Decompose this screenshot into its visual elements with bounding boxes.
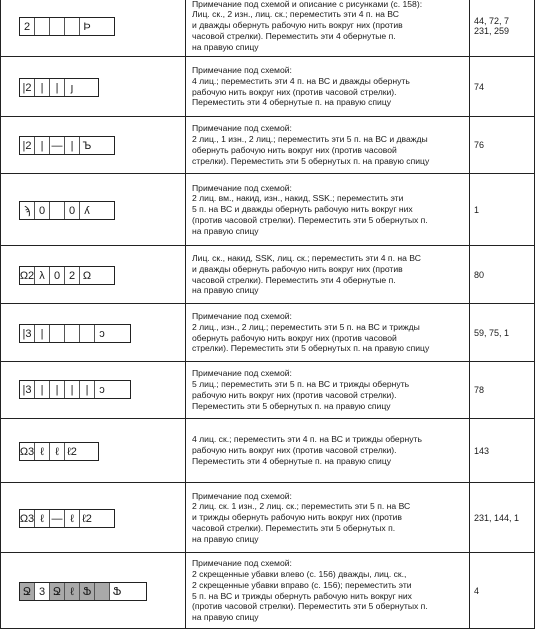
page-refs: 231, 144, 1 (470, 483, 535, 553)
chart-cell: 0 (35, 202, 50, 219)
instruction-line: часовой стрелки). Переместить эти 5 обернутых п. (192, 522, 396, 533)
chart-cell: 2 (65, 267, 80, 284)
chart-cell: | (35, 137, 50, 154)
page-refs: 76 (470, 117, 535, 174)
stitch-chart-symbol (19, 324, 131, 343)
chart-cell (95, 583, 110, 600)
instruction-line: Лиц. ск., накид, SSK, лиц. ск.; переместить эти 4 п. на ВС (192, 252, 421, 263)
chart-cell: 3 (35, 583, 50, 600)
stitch-chart-symbol (19, 136, 115, 155)
chart-cell: | (35, 381, 50, 398)
chart-cell: | (65, 381, 80, 398)
chart-cell (50, 202, 65, 219)
instruction-line: и дважды обернуть рабочую нить вокруг них (против (192, 263, 403, 274)
instruction-line: Лиц. ск., 2 изн., лиц. ск.; переместить эти 4 п. на ВС (192, 9, 399, 20)
chart-cell: ℓ (65, 510, 80, 527)
table-row (1, 483, 535, 553)
chart-symbol-cell (1, 174, 186, 246)
table-row (1, 57, 535, 117)
instruction-line: 2 лиц., 1 изн., 2 лиц.; переместить эти 5 п. на ВС и дважды (192, 134, 428, 145)
chart-cell (50, 325, 65, 342)
chart-cell: Ֆ (112, 586, 122, 598)
instruction-line: (против часовой стрелки). Переместить эти 5 обернутых п. (192, 601, 428, 612)
instruction-line: рабочую нить вокруг них (против часовой стрелки). (192, 390, 397, 400)
instruction-line: 2 скрещенные убавки влево (с. 156) дважды, лиц. ск., (192, 568, 407, 579)
instruction-text (186, 57, 470, 117)
instruction-line: на правую спицу (192, 612, 259, 623)
chart-cell: ȷ (70, 81, 74, 94)
chart-cell: Ω (82, 269, 92, 282)
instruction-line: и дважды обернуть рабочую нить вокруг них (против (192, 20, 403, 31)
instruction-text (186, 117, 470, 174)
chart-cell: ℓ (35, 510, 50, 527)
chart-symbol-cell (1, 362, 186, 419)
page-refs: 78 (470, 362, 535, 419)
instruction-text (186, 419, 470, 483)
chart-cell (80, 325, 95, 342)
chart-cell: | (65, 137, 80, 154)
chart-cell: ʎ (84, 204, 90, 217)
instruction-line: стрелки). Переместить эти 5 обернутых п. на правую спицу (192, 155, 430, 166)
chart-symbol-cell (1, 304, 186, 362)
stitch-chart-symbol (19, 17, 115, 36)
instruction-line: Примечание под схемой: (192, 64, 292, 75)
table-row (1, 304, 535, 362)
chart-symbol-cell (1, 57, 186, 117)
instruction-line: Переместить эти 4 обернутые п. на правую спицу (192, 455, 392, 466)
page-refs: 74 (470, 57, 535, 117)
instruction-text (186, 174, 470, 246)
chart-cell: Ϸ (83, 20, 91, 33)
table-row (1, 553, 535, 629)
chart-cell: Ջ (50, 583, 65, 600)
instruction-text (186, 0, 470, 57)
chart-symbol-cell (1, 246, 186, 304)
chart-cell: Ω3 (20, 510, 35, 527)
instruction-line: и трижды обернуть рабочую нить вокруг них (против (192, 512, 402, 523)
instruction-line: 4 лиц.; переместить эти 4 п. на ВС и дважды обернуть (192, 75, 410, 86)
chart-cell: |3 (20, 325, 35, 342)
instruction-line: 5 лиц.; переместить эти 5 п. на ВС и трижды обернуть (192, 379, 410, 390)
instruction-text (186, 304, 470, 362)
instruction-line: 2 лиц. ск. 1 изн., 2 лиц. ск.; переместить эти 5 п. на ВС (192, 501, 411, 512)
instruction-line: обернуть рабочую нить вокруг них (против часовой (192, 332, 397, 343)
instruction-line: Примечание под схемой и описание с рисунками (с. 158): (192, 0, 423, 9)
chart-symbol-cell (1, 553, 186, 629)
chart-cell: | (80, 381, 95, 398)
instruction-line: Переместить эти 4 обернутые п. на правую спицу (192, 97, 392, 108)
instruction-text (186, 362, 470, 419)
instruction-line: стрелки). Переместить эти 5 обернутых п. на правую спицу (192, 343, 430, 354)
instruction-line: часовой стрелки). Переместить эти 4 обернутые п. (192, 274, 396, 285)
page-refs: 59, 75, 1 (470, 304, 535, 362)
chart-cell: — (50, 137, 65, 154)
instruction-line: Примечание под схемой: (192, 558, 292, 569)
instruction-line: рабочую нить вокруг них (против часовой стрелки). (192, 86, 397, 97)
instruction-line: на правую спицу (192, 533, 259, 544)
table-row (1, 117, 535, 174)
chart-symbol-cell (1, 483, 186, 553)
instruction-line: Примечание под схемой: (192, 123, 292, 134)
chart-cell: |2 (20, 137, 35, 154)
instruction-line: Примечание под схемой: (192, 310, 292, 321)
instruction-line: часовой стрелки). Переместить эти 4 обернутые п. (192, 30, 396, 41)
instruction-line: 2 лиц. вм., накид, изн., накид, SSK.; переместить эти (192, 193, 404, 204)
chart-cell: Ω2 (20, 267, 35, 284)
chart-symbol-cell (1, 117, 186, 174)
table-row (1, 419, 535, 483)
chart-cell: | (35, 325, 50, 342)
chart-cell (35, 18, 50, 35)
instruction-line: 2 скрещенные убавки вправо (с. 156); переместить эти (192, 579, 412, 590)
stitch-chart-symbol (19, 582, 147, 601)
page-refs: 4 (470, 553, 535, 629)
chart-cell: 0 (50, 267, 65, 284)
chart-cell: Ջ (20, 583, 35, 600)
chart-cell (50, 18, 65, 35)
chart-cell: | (35, 79, 50, 96)
page-refs: 1 (470, 174, 535, 246)
chart-cell: ɔ (99, 383, 105, 396)
chart-cell: ɔ (99, 327, 105, 340)
instruction-line: Примечание под схемой: (192, 368, 292, 379)
stitch-chart-symbol (19, 266, 115, 285)
chart-cell: ℓ2 (82, 512, 92, 525)
chart-cell: λ (35, 267, 50, 284)
chart-cell: ℓ (35, 443, 50, 460)
table-row (1, 246, 535, 304)
chart-cell: ℓ (50, 443, 65, 460)
instruction-text (186, 246, 470, 304)
chart-cell (65, 18, 80, 35)
chart-cell: 0 (65, 202, 80, 219)
chart-cell: Ω3 (20, 443, 35, 460)
chart-cell: Ъ (82, 139, 92, 152)
chart-cell: ℓ2 (67, 445, 77, 458)
instruction-line: 4 лиц. ск.; переместить эти 4 п. на ВС и трижды обернуть (192, 434, 422, 445)
instruction-line: рабочую нить вокруг них (против часовой стрелки). (192, 445, 397, 456)
instruction-text (186, 553, 470, 629)
stitch-chart-symbol (19, 380, 131, 399)
table-row (1, 0, 535, 57)
chart-cell: | (50, 381, 65, 398)
chart-cell: ϡ (20, 202, 35, 219)
table-row (1, 362, 535, 419)
page-refs: 80 (470, 246, 535, 304)
stitch-chart-symbol (19, 201, 115, 220)
chart-symbol-cell (1, 419, 186, 483)
page-refs: 44, 72, 7 231, 259 (470, 0, 535, 57)
stitch-chart-symbol (19, 78, 99, 97)
instruction-line: Переместить эти 5 обернутых п. на правую спицу (192, 400, 391, 411)
stitch-chart-symbol (19, 442, 99, 461)
chart-cell: | (50, 79, 65, 96)
chart-cell: 2 (20, 18, 35, 35)
instruction-line: Примечание под схемой: (192, 182, 292, 193)
instruction-line: обернуть рабочую нить вокруг них (против часовой (192, 145, 397, 155)
instruction-line: на правую спицу (192, 225, 259, 236)
instruction-line: (против часовой стрелки). Переместить эти 5 обернутых п. (192, 214, 428, 225)
table-row (1, 174, 535, 246)
chart-symbol-cell (1, 0, 186, 57)
instruction-line: на правую спицу (192, 41, 259, 52)
instruction-text (186, 483, 470, 553)
chart-cell (65, 325, 80, 342)
instruction-line: 2 лиц., изн., 2 лиц.; переместить эти 5 п. на ВС и трижды (192, 321, 420, 332)
instruction-line: на правую спицу (192, 285, 259, 296)
instruction-line: 5 п. на ВС и трижды обернуть рабочую нить вокруг них (192, 590, 412, 601)
stitch-chart-symbol (19, 509, 115, 528)
page-refs: 143 (470, 419, 535, 483)
chart-cell: ℓ (65, 583, 80, 600)
chart-cell: |2 (20, 79, 35, 96)
chart-cell: |3 (20, 381, 35, 398)
instruction-line: Примечание под схемой: (192, 490, 292, 501)
chart-cell: Ֆ (80, 583, 95, 600)
instruction-line: 5 п. на ВС и дважды обернуть рабочую нить вокруг них (192, 204, 413, 215)
chart-cell: — (50, 510, 65, 527)
